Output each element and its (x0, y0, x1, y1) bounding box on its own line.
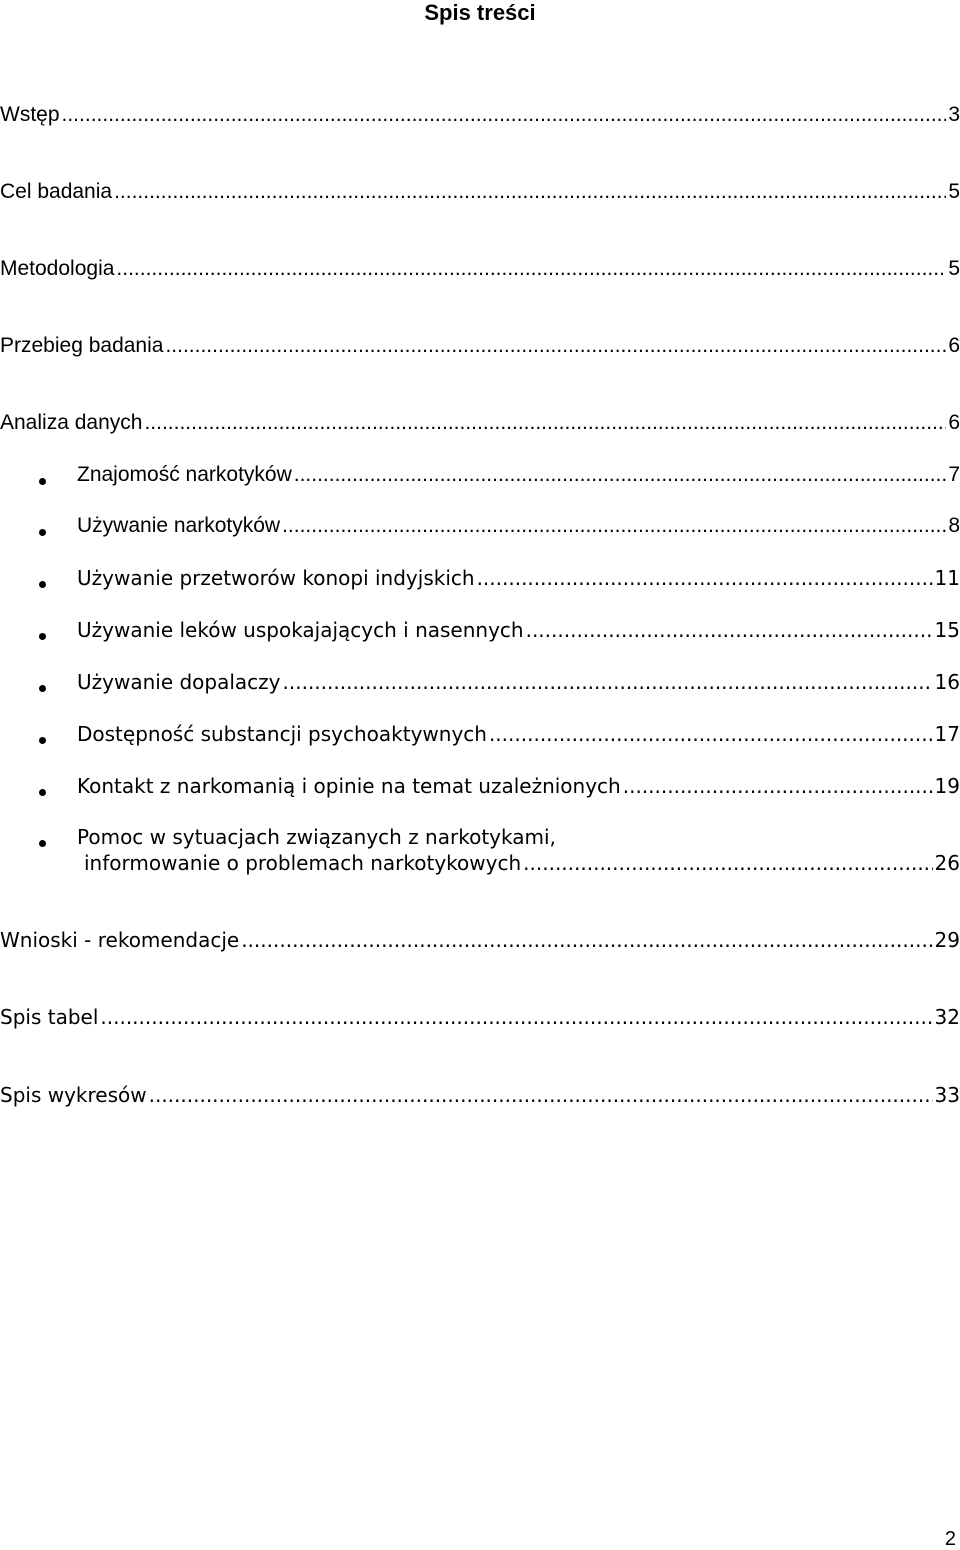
bullet-icon (39, 685, 46, 692)
toc-entry-label: Używanie narkotyków (77, 514, 281, 537)
toc-entry-label: Używanie dopalaczy (77, 670, 281, 694)
toc-entry-metodologia[interactable] (0, 255, 960, 283)
toc-entry-page: 19 (934, 774, 960, 798)
toc-entry-page: 8 (948, 514, 960, 537)
toc-entry-label: Używanie leków uspokajających i nasennych (77, 618, 524, 642)
dot-leader (282, 512, 946, 540)
toc-entry-page: 5 (948, 257, 960, 280)
toc-entry-label: Kontakt z narkomanią i opinie na temat uzależnionych (77, 774, 621, 798)
toc-entry-label: Metodologia (0, 257, 115, 280)
bullet-icon (39, 581, 46, 588)
toc-subentry-kontakt[interactable] (77, 772, 960, 800)
toc-entry-przebieg-badania[interactable] (0, 332, 960, 360)
toc-subentry-pomoc-line2[interactable] (84, 849, 960, 877)
toc-entry-page: 6 (948, 411, 960, 434)
toc-entry-label: Dostępność substancji psychoaktywnych (77, 722, 487, 746)
dot-leader (623, 772, 933, 800)
toc-subentry-konopi[interactable] (77, 564, 960, 592)
toc-entry-page: 33 (934, 1083, 960, 1107)
toc-entry-label: Spis tabel (0, 1005, 99, 1029)
toc-entry-page: 26 (934, 851, 960, 875)
toc-entry-cel-badania[interactable] (0, 178, 960, 206)
toc-entry-label: Spis wykresów (0, 1083, 147, 1107)
toc-entry-page: 7 (948, 463, 960, 486)
bullet-icon (39, 633, 46, 640)
dot-leader (116, 255, 946, 283)
toc-subentry-dopalaczy[interactable] (77, 668, 960, 696)
toc-entry-label: informowanie o problemach narkotykowych (84, 851, 522, 875)
toc-entry-page: 32 (934, 1005, 960, 1029)
toc-entry-page: 16 (934, 670, 960, 694)
toc-entry-label: Używanie przetworów konopi indyjskich (77, 566, 475, 590)
page-number: 2 (944, 1528, 956, 1550)
dot-leader (477, 564, 933, 592)
dot-leader (241, 926, 932, 954)
dot-leader (489, 720, 933, 748)
bullet-icon (39, 478, 46, 485)
page-title: Spis treści (424, 0, 536, 25)
toc-entry-page: 5 (948, 180, 960, 203)
toc-entry-analiza-danych[interactable] (0, 409, 960, 437)
toc-entry-page: 11 (934, 566, 960, 590)
toc-subentry-pomoc-line1[interactable] (77, 823, 960, 851)
toc-entry-spis-tabel[interactable] (0, 1003, 960, 1031)
dot-leader (294, 461, 947, 489)
toc-entry-page: 6 (948, 334, 960, 357)
toc-subentry-lekow[interactable] (77, 616, 960, 644)
toc-entry-label: Znajomość narkotyków (77, 463, 292, 486)
bullet-icon (39, 789, 46, 796)
toc-entry-label: Wnioski - rekomendacje (0, 928, 240, 952)
toc-entry-label: Przebieg badania (0, 334, 164, 357)
toc-subentry-uzywanie-narkotykow[interactable] (77, 512, 960, 540)
dot-leader (165, 332, 946, 360)
dot-leader (526, 616, 933, 644)
toc-subentry-dostepnosc[interactable] (77, 720, 960, 748)
toc-entry-label: Analiza danych (0, 411, 143, 434)
bullet-icon (39, 737, 46, 744)
toc-subentry-znajomosc-narkotykow[interactable] (77, 461, 960, 489)
bullet-icon (39, 840, 46, 847)
toc-entry-page: 15 (934, 618, 960, 642)
dot-leader (523, 849, 932, 877)
bullet-icon (39, 529, 46, 536)
toc-entry-wstep[interactable] (0, 101, 960, 129)
toc-entry-spis-wykresow[interactable] (0, 1081, 960, 1109)
toc-entry-label: Cel badania (0, 180, 113, 203)
dot-leader (283, 668, 933, 696)
toc-entry-label: Wstęp (0, 103, 60, 126)
toc-entry-page: 17 (934, 722, 960, 746)
toc-entry-page: 3 (948, 103, 960, 126)
toc-entry-wnioski[interactable] (0, 926, 960, 954)
dot-leader (144, 409, 946, 437)
dot-leader (114, 178, 946, 206)
toc-entry-page: 29 (934, 928, 960, 952)
dot-leader (100, 1003, 932, 1031)
dot-leader (149, 1081, 933, 1109)
dot-leader (62, 101, 947, 129)
toc-entry-label: Pomoc w sytuacjach związanych z narkotykami, (77, 825, 556, 849)
